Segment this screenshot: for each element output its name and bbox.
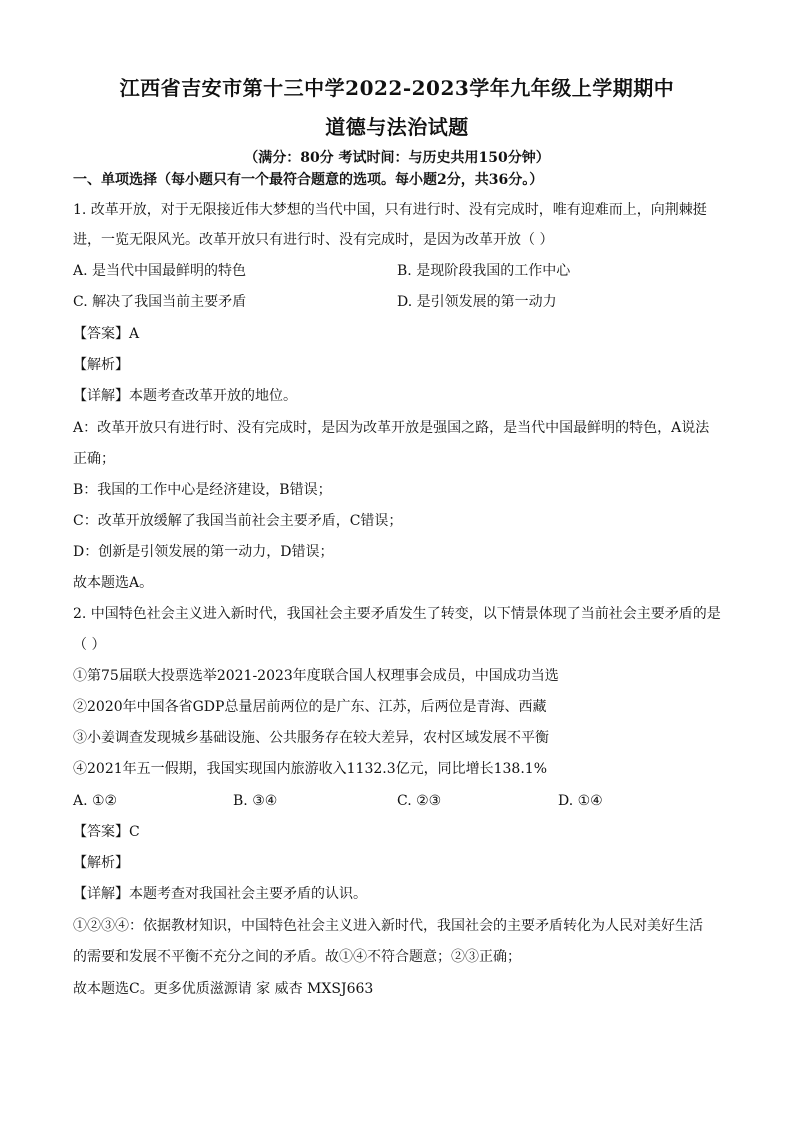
q2-analysis-label: 【解析】 <box>73 855 129 871</box>
q1-explanation-b: B：我国的工作中心是经济建设，B错误； <box>73 482 332 498</box>
q1-analysis-label: 【解析】 <box>73 357 129 373</box>
section-heading: 一、单项选择（每小题只有一个最符合题意的选项。每小题2分，共36分。） <box>73 172 544 188</box>
q1-explanation-c: C：改革开放缓解了我国当前社会主要矛盾，C错误； <box>73 513 403 529</box>
document-title-line2: 道德与法治试题 <box>325 115 469 139</box>
q2-stem-line2: （ ） <box>73 637 106 653</box>
q2-option-a: A. ①② <box>73 793 118 809</box>
q2-option-b: B. ③④ <box>233 793 278 809</box>
q1-option-d: D. 是引领发展的第一动力 <box>397 294 557 310</box>
q2-answer: 【答案】C <box>73 824 140 840</box>
q1-conclusion: 故本题选A。 <box>73 575 154 591</box>
q2-conclusion: 故本题选C。更多优质滋源请 家 威杏 MXSJ663 <box>73 981 374 997</box>
q1-option-a: A. 是当代中国最鲜明的特色 <box>73 263 247 279</box>
exam-info: （满分：80分 考试时间：与历史共用150分钟） <box>244 150 550 166</box>
q1-explanation-a-line1: A：改革开放只有进行时、没有完成时，是因为改革开放是强国之路，是当代中国最鲜明的特色，A说法 <box>73 420 710 436</box>
q1-stem-line1: 1. 改革开放，对于无限接近伟大梦想的当代中国，只有进行时、没有完成时，唯有迎难而上，向荆棘挺 <box>73 202 707 218</box>
document-title-line1: 江西省吉安市第十三中学2022-2023学年九年级上学期期中 <box>119 76 675 100</box>
q2-item-4: ④2021年五一假期，我国实现国内旅游收入1132.3亿元，同比增长138.1% <box>73 761 547 777</box>
q2-option-c: C. ②③ <box>397 793 442 809</box>
q2-detail: 【详解】本题考查对我国社会主要矛盾的认识。 <box>73 886 367 902</box>
q1-option-b: B. 是现阶段我国的工作中心 <box>397 263 571 279</box>
q2-item-2: ②2020年中国各省GDP总量居前两位的是广东、江苏，后两位是青海、西藏 <box>73 699 547 715</box>
q2-stem-line1: 2. 中国特色社会主义进入新时代，我国社会主要矛盾发生了转变，以下情景体现了当前社会主要矛盾的是 <box>73 606 721 622</box>
q2-item-3: ③小姜调查发现城乡基础设施、公共服务存在较大差异，农村区域发展不平衡 <box>73 730 549 746</box>
q1-explanation-a-line2: 正确； <box>73 451 115 467</box>
q1-explanation-d: D：创新是引领发展的第一动力，D错误； <box>73 544 334 560</box>
q1-stem-line2: 进，一览无限风光。改革开放只有进行时、没有完成时，是因为改革开放（ ） <box>73 232 554 248</box>
q2-explanation-line2: 的需要和发展不平衡不充分之间的矛盾。故①④不符合题意；②③正确； <box>73 949 521 965</box>
q1-detail: 【详解】本题考查改革开放的地位。 <box>73 388 297 404</box>
q2-item-1: ①第75届联大投票选举2021-2023年度联合国人权理事会成员，中国成功当选 <box>73 668 559 684</box>
q2-option-d: D. ①④ <box>558 793 603 809</box>
q1-option-c: C. 解决了我国当前主要矛盾 <box>73 294 247 310</box>
q1-answer: 【答案】A <box>73 326 140 342</box>
q2-explanation-line1: ①②③④：依据教材知识，中国特色社会主义进入新时代，我国社会的主要矛盾转化为人民对美好生活 <box>73 918 703 934</box>
